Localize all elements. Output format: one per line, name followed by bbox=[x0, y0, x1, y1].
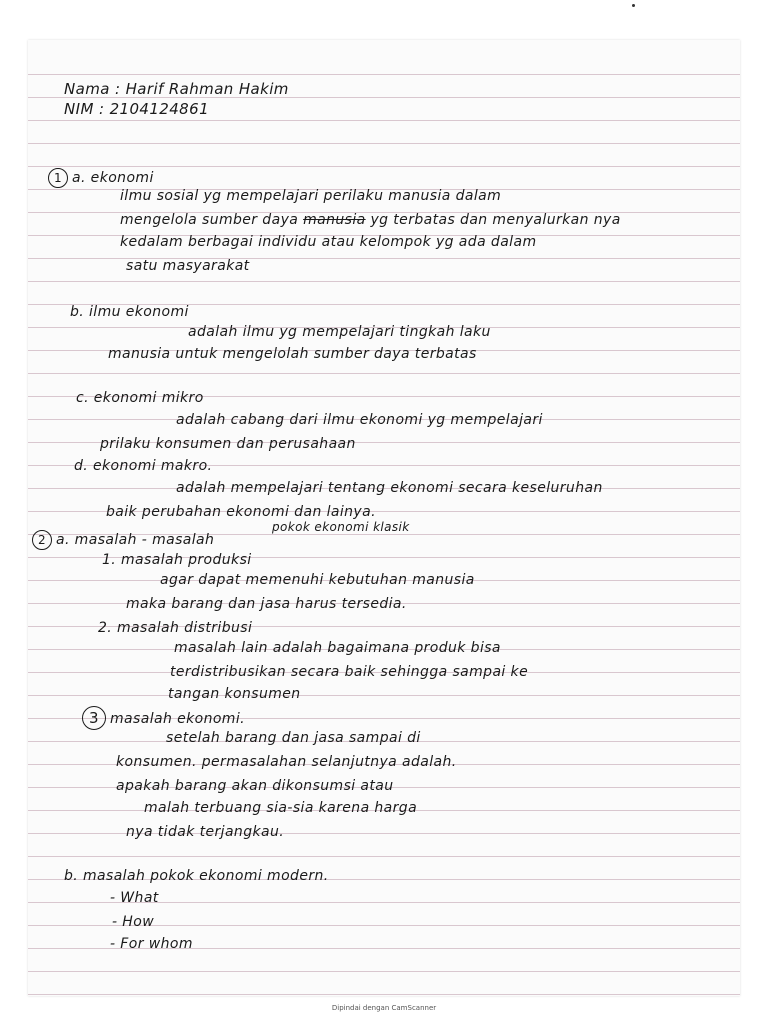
stray-dot bbox=[632, 4, 635, 7]
q2-p3-line3: apakah barang akan dikonsumsi atau bbox=[116, 778, 394, 794]
q2-p1-line1: agar dapat memenuhi kebutuhan manusia bbox=[160, 572, 475, 588]
q1-c-line2: prilaku konsumen dan perusahaan bbox=[100, 436, 356, 452]
q2-p3-line1: setelah barang dan jasa sampai di bbox=[166, 730, 421, 746]
q1-a-line2-post: yg terbatas dan menyalurkan nya bbox=[365, 212, 621, 228]
q2-b-title: b. masalah pokok ekonomi modern. bbox=[64, 868, 329, 884]
q2-p2-line3: tangan konsumen bbox=[168, 686, 301, 702]
q2-a-title-raised: pokok ekonomi klasik bbox=[272, 520, 410, 534]
q2-marker: 2 bbox=[32, 530, 52, 550]
q2-p1-line2: maka barang dan jasa harus tersedia. bbox=[126, 596, 407, 612]
q1-b-line1: adalah ilmu yg mempelajari tingkah laku bbox=[188, 324, 491, 340]
q1-a-title bbox=[48, 168, 154, 188]
q1-a-line1: ilmu sosial yg mempelajari perilaku manusia dalam bbox=[120, 188, 502, 204]
q1-a-line3: kedalam berbagai individu atau kelompok yg ada dalam bbox=[120, 234, 537, 250]
q2-a-title-text: a. masalah - masalah bbox=[56, 532, 215, 548]
q2-p2-line2: terdistribusikan secara baik sehingga sampai ke bbox=[170, 664, 529, 680]
q2-p3-marker: 3 bbox=[82, 706, 106, 730]
q1-a-line2-pre: mengelola sumber daya bbox=[120, 212, 304, 228]
notebook-page bbox=[28, 40, 740, 996]
q1-d-line2: baik perubahan ekonomi dan lainya. bbox=[106, 504, 376, 520]
q2-b-item: - For whom bbox=[110, 936, 193, 952]
q2-p2-line1: masalah lain adalah bagaimana produk bisa bbox=[174, 640, 501, 656]
q1-a-line2 bbox=[120, 212, 621, 228]
q1-c-title: c. ekonomi mikro bbox=[76, 390, 204, 406]
q2-p3-title bbox=[82, 706, 245, 730]
q2-p1-title: 1. masalah produksi bbox=[102, 552, 252, 568]
name-line: Nama : Harif Rahman Hakim bbox=[64, 80, 289, 98]
q2-b-item: - What bbox=[110, 890, 159, 906]
q1-a-title-text: a. ekonomi bbox=[72, 170, 154, 186]
q2-p3-line5: nya tidak terjangkau. bbox=[126, 824, 285, 840]
q2-p3-line2: konsumen. permasalahan selanjutnya adalah. bbox=[116, 754, 457, 770]
q1-marker: 1 bbox=[48, 168, 68, 188]
q1-d-line1: adalah mempelajari tentang ekonomi secara keseluruhan bbox=[176, 480, 603, 496]
q1-b-line2: manusia untuk mengelolah sumber daya terbatas bbox=[108, 346, 477, 362]
q2-p3-line4: malah terbuang sia-sia karena harga bbox=[144, 800, 418, 816]
q1-a-line2-strike: manusia bbox=[303, 212, 366, 228]
q1-c-line1: adalah cabang dari ilmu ekonomi yg mempelajari bbox=[176, 412, 543, 428]
q1-d-title: d. ekonomi makro. bbox=[74, 458, 213, 474]
scanner-footer: Dipindai dengan CamScanner bbox=[331, 1004, 437, 1012]
q2-p3-title-text: masalah ekonomi. bbox=[110, 711, 245, 727]
q2-a-title bbox=[32, 530, 214, 550]
q2-b-item: - How bbox=[112, 914, 155, 930]
q1-a-line4: satu masyarakat bbox=[126, 258, 250, 274]
q1-b-title: b. ilmu ekonomi bbox=[70, 304, 189, 320]
nim-line: NIM : 2104124861 bbox=[64, 100, 210, 118]
q2-p2-title: 2. masalah distribusi bbox=[98, 620, 253, 636]
